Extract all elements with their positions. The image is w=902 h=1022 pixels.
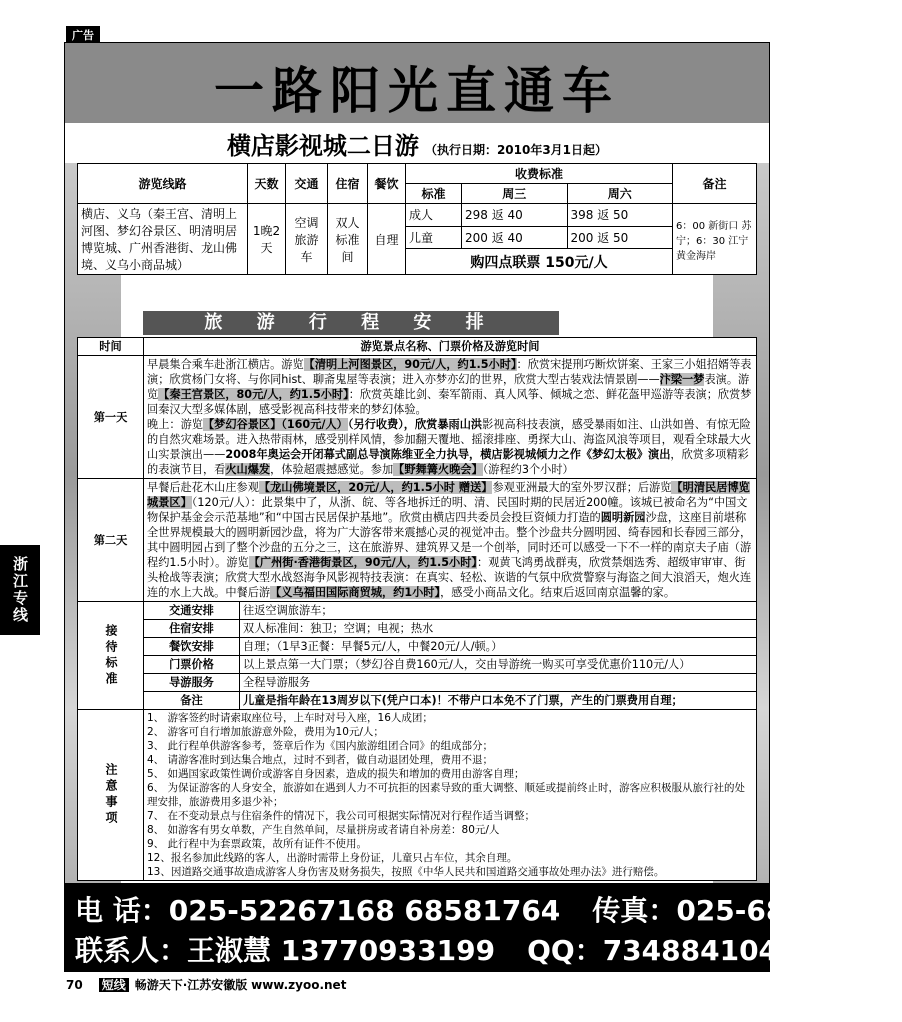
reception-key: 交通安排: [144, 602, 240, 620]
note-item: 9、 此行程中为套票政策，故所有证件不使用。: [147, 838, 368, 850]
note-item: 2、 游客可自行增加旅游意外险，费用为10元/人；: [147, 726, 384, 738]
notes-list: [144, 710, 757, 881]
footer: [66, 976, 346, 993]
col-time: 时间: [78, 338, 144, 356]
reception-key: 备注: [144, 692, 240, 710]
days-cell: 1晚2天: [248, 204, 286, 275]
ad-tag: 广告: [66, 26, 100, 44]
phone-label: 电 话：: [75, 894, 169, 927]
person-label: 联系人：: [75, 934, 188, 967]
trip-name: 横店影视城二日游: [226, 132, 419, 160]
reception-value: 儿童是指年龄在13周岁以下(凭户口本)！不带户口本免不了门票，产生的门票费用自理；: [240, 692, 757, 710]
note-item: 8、 如游客有男女单数，产生自然单间，尽量拼房或者请自补房差：80元/人: [147, 824, 500, 836]
col-meal: 餐饮: [368, 164, 406, 204]
trip-title: [65, 126, 769, 158]
notes-label: 注意事项: [78, 710, 144, 881]
itinerary-table: [77, 337, 757, 881]
child-sat: 200 返 50: [567, 226, 673, 249]
site-url: www.zyoo.net: [251, 978, 347, 992]
note-item: 7、 在不变动景点与住宿条件的情况下，我公司可根据实际情况对行程作适当调整；: [147, 810, 536, 822]
col-transport: 交通: [286, 164, 328, 204]
reception-value: 全程导游服务: [240, 674, 757, 692]
col-std: 标准: [406, 184, 462, 204]
phone-number: 025-52267168 68581764: [168, 894, 561, 927]
page-number: 70: [66, 978, 83, 992]
col-route: 游览线路: [78, 164, 248, 204]
note-item: 5、 如遇国家政策性调价或游客自身因素，造成的损失和增加的费用由游客自理；: [147, 768, 525, 780]
note-item: 13、因道路交通事故造成游客人身伤害及财务损失，按照《中华人民共和国道路交通事故处理办法》进行赔偿。: [147, 866, 665, 878]
banner: [65, 43, 769, 123]
stay-cell: 双人标准间: [328, 204, 368, 275]
note-item: 4、 请游客准时到达集合地点，过时不到者，做自动退团处理，费用不退；: [147, 754, 494, 766]
col-days: 天数: [248, 164, 286, 204]
col-fee: 收费标准: [406, 164, 673, 184]
meal-cell: 自理: [368, 204, 406, 275]
day1-label: 第一天: [78, 356, 144, 479]
contact-row-phone: [75, 889, 902, 929]
note-item: 6、 为保证游客的人身安全，旅游如在遇到人力不可抗拒的因素导致的重大调整、顺延或提前终止时，游客应积极服从旅行社的处理安排，旅游费用多退少补；: [147, 782, 746, 808]
route-cell: 横店、义乌（秦王宫、清明上河图、梦幻谷景区、明清明居博览城、广州香港街、龙山佛境、义乌小商品城）: [78, 204, 248, 275]
side-tab: 浙江专线: [0, 545, 40, 635]
adult-label: 成人: [406, 204, 462, 227]
col-wed: 周三: [462, 184, 568, 204]
reception-value: 双人标准间：独卫；空调；电视；热水: [240, 620, 757, 638]
note-item: 12、报名参加此线路的客人，出游时需带上身份证，儿童只占车位，其余自理。: [147, 852, 518, 864]
reception-label: 接待标准: [78, 602, 144, 710]
col-sat: 周六: [567, 184, 673, 204]
reception-key: 餐饮安排: [144, 638, 240, 656]
reception-key: 住宿安排: [144, 620, 240, 638]
itinerary-heading: 旅 游 行 程 安 排: [143, 311, 559, 335]
adult-sat: 398 返 50: [567, 204, 673, 227]
child-label: 儿童: [406, 226, 462, 249]
reception-key: 门票价格: [144, 656, 240, 674]
note-item: 1、 游客签约时请索取座位号，上车时对号入座，16人成团；: [147, 712, 433, 724]
day2-content: 早餐后赴花木山庄参观【龙山佛境景区，20元/人，约1.5小时 赠送】参观亚洲最大的室外罗汉群；后游览【明清民居博览城景区】（120元/人）：此景集中了，从浙、皖、等各地拆迁的明、清、民国时期的民居近200幢。该城已被命名为“中国文物保护基金会示范基地”和“中国古民居保护基地”。欣赏由横店四共委员会投巨资倾力打造的圆明新园沙盘，这座目前堪称全世界规模最大的圆明新园沙盘，将为广大游客带来震撼心灵的视觉冲击。整个沙盘共分圆明园、绮春园和长春园三部分，其中圆明园占到了整个沙盘的五分之三，这在旅游界、建筑界又是一个创举，同时还可以感受一下不一样的南京夫子庙（游程约1.5小时）。游览【广州街·香港街景区，90元/人，约1.5小时】：观黄飞鸿勇战群夷，欣赏禁烟选秀、超级审审审、街头枪战等表演；欣赏大型水战怒海争风影视特技表演：在真实、轻松、诙谐的气氛中欣赏警察与海盗之间大浪滔天，炮火连连的水上大战。中餐后游【义乌福田国际商贸城，约1小时】，感受小商品文化。结束后返回南京温馨的家。: [144, 479, 757, 602]
brand-label: 短线: [99, 978, 129, 992]
fax-number: 025-68581783: [676, 894, 902, 927]
note-cell: 6：00 新街口 苏宁；6：30 江宁黄金海岸: [673, 204, 757, 275]
day1-content: 早晨集合乘车赴浙江横店。游览【清明上河图景区，90元/人，约1.5小时】：欣赏宋提刑巧断炊饼案、王家三小姐招婿等表演；欣赏杨门女将、与你同hist、聊斋鬼屋等表演；进入亦梦亦幻的世界，欣赏大型古装戏法情景剧——汴梁一梦表演。游览【秦王宫景区，80元/人，约1.5小时】：欣赏英雄比剑、秦军箭雨、真人风筝、倾城之恋、鲜花盔甲巡游等表演；欣赏梦回秦汉大型多媒体剧，感受影视高科技带来的梦幻体验。 晚上：游览【梦幻谷景区】（160元/人）（另行收费），欣赏暴雨山洪影视高科技表演，感受暴雨如注、山洪如兽、有惊无险的自然灾难场景。进入热带雨林，感受别样风情，参加翻天覆地、摇滚排座、勇探大山、海盗风浪等项目，观看全球最大火山实景演出——2008年奥运会开闭幕式副总导演陈维亚全力执导，横店影视城倾力之作《梦幻太极》演出，欣赏多项精彩的表演节目，看火山爆发，体验超震撼感觉。参加【野舞篝火晚会】（游程约3个小时）: [144, 356, 757, 479]
person-name: 王淑慧 13770933199: [187, 934, 496, 967]
transport-cell: 空调旅游车: [286, 204, 328, 275]
summary-table: [77, 163, 757, 275]
ticket-note: 购四点联票 150元/人: [406, 249, 673, 275]
reception-value: 以上景点第一大门票；（梦幻谷自费160元/人，交由导游统一购买可享受优惠价110元/人）: [240, 656, 757, 674]
qq-label: QQ：: [527, 934, 603, 967]
day2-label: 第二天: [78, 479, 144, 602]
exec-date: （执行日期：2010年3月1日起）: [424, 143, 608, 157]
reception-value: 自理；（1早3正餐：早餐5元/人，中餐20元/人/顿。）: [240, 638, 757, 656]
col-stay: 住宿: [328, 164, 368, 204]
col-content: 游览景点名称、门票价格及游览时间: [144, 338, 757, 356]
contact-bar: [65, 883, 902, 971]
adult-wed: 298 返 40: [462, 204, 568, 227]
ad-page: [64, 42, 902, 972]
qq-number: 734884104: [602, 934, 779, 967]
col-note: 备注: [673, 164, 757, 204]
contact-row-person: [75, 929, 778, 969]
reception-key: 导游服务: [144, 674, 240, 692]
note-item: 3、 此行程单供游客参考，签章后作为《国内旅游组团合同》的组成部分；: [147, 740, 494, 752]
reception-value: 往返空调旅游车；: [240, 602, 757, 620]
magazine-name: 畅游天下·江苏安徽版: [134, 978, 248, 992]
fax-label: 传真：: [592, 894, 677, 927]
child-wed: 200 返 40: [462, 226, 568, 249]
banner-title: 一路阳光直通车: [214, 61, 620, 120]
